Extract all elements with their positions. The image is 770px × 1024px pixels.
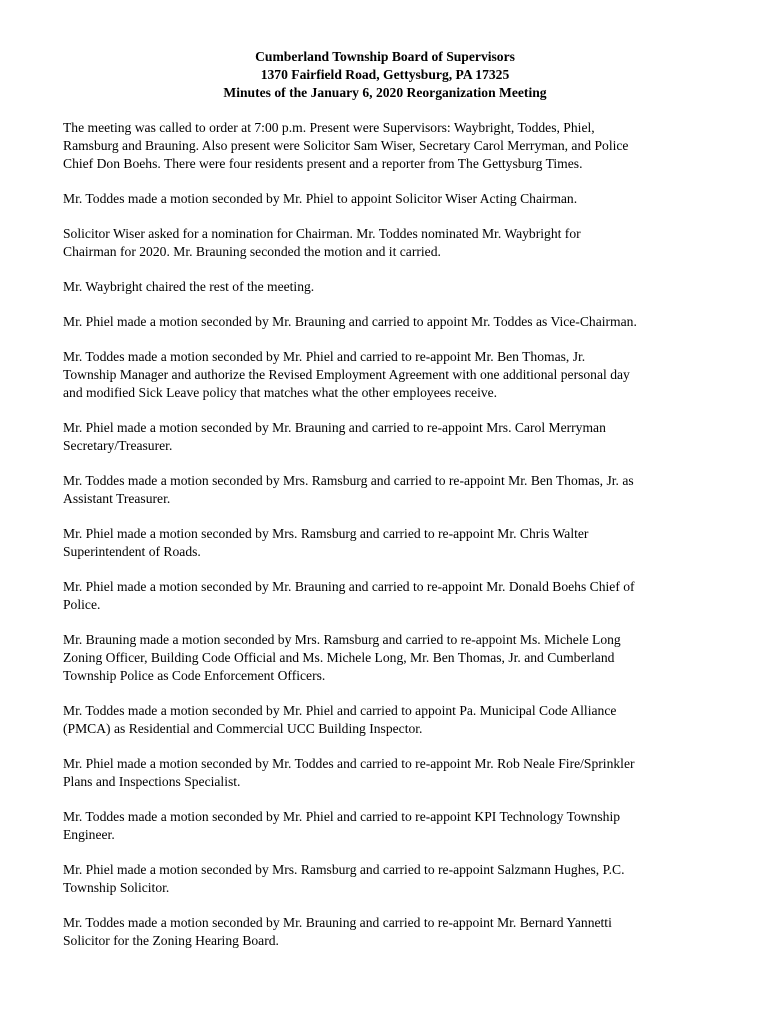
- paragraph-line: Mr. Waybright chaired the rest of the meeting.: [63, 279, 315, 294]
- paragraph-line: Mr. Toddes made a motion seconded by Mr. Phiel and carried to re-appoint Mr. Ben Thomas, Jr.: [63, 349, 586, 364]
- minutes-paragraph: [63, 472, 723, 508]
- paragraph-line: Township Solicitor.: [63, 880, 170, 895]
- paragraph-line: Superintendent of Roads.: [63, 544, 201, 559]
- paragraph-line: Mr. Toddes made a motion seconded by Mr. Brauning and carried to re-appoint Mr. Bernard Yannetti: [63, 915, 612, 930]
- paragraph-line: Solicitor Wiser asked for a nomination for Chairman. Mr. Toddes nominated Mr. Waybright for: [63, 226, 581, 241]
- minutes-paragraph: [63, 525, 723, 561]
- minutes-paragraph: [63, 808, 723, 844]
- paragraph-line: Mr. Phiel made a motion seconded by Mr. Brauning and carried to re-appoint Mrs. Carol Merryman: [63, 420, 606, 435]
- minutes-paragraph: [63, 578, 723, 614]
- paragraph-line: Mr. Toddes made a motion seconded by Mr. Phiel to appoint Solicitor Wiser Acting Chairman.: [63, 191, 578, 206]
- paragraph-line: The meeting was called to order at 7:00 p.m. Present were Supervisors: Waybright, Toddes, Phiel,: [63, 120, 595, 135]
- minutes-paragraph: [63, 914, 723, 950]
- meeting-title: Minutes of the January 6, 2020 Reorganization Meeting: [223, 85, 547, 100]
- paragraph-line: Mr. Toddes made a motion seconded by Mr. Phiel and carried to appoint Pa. Municipal Code Alliance: [63, 703, 617, 718]
- township-board-title: Cumberland Township Board of Supervisors: [255, 49, 515, 64]
- paragraph-line: Mr. Phiel made a motion seconded by Mr. Brauning and carried to appoint Mr. Toddes as Vice-Chairman.: [63, 314, 637, 329]
- paragraph-line: Secretary/Treasurer.: [63, 438, 173, 453]
- paragraph-line: Mr. Brauning made a motion seconded by Mrs. Ramsburg and carried to re-appoint Ms. Michele Long: [63, 632, 621, 647]
- paragraph-line: Plans and Inspections Specialist.: [63, 774, 241, 789]
- minutes-paragraph: [63, 861, 723, 897]
- minutes-paragraph: [63, 419, 723, 455]
- minutes-paragraph: [63, 313, 723, 331]
- paragraph-line: Mr. Phiel made a motion seconded by Mrs. Ramsburg and carried to re-appoint Mr. Chris Walter: [63, 526, 589, 541]
- paragraph-line: Engineer.: [63, 827, 115, 842]
- paragraph-line: Police.: [63, 597, 101, 612]
- minutes-paragraph: [63, 278, 723, 296]
- paragraph-line: Township Manager and authorize the Revised Employment Agreement with one additional personal day: [63, 367, 630, 382]
- document-header: [0, 48, 770, 102]
- paragraph-line: Assistant Treasurer.: [63, 491, 171, 506]
- paragraph-line: Solicitor for the Zoning Hearing Board.: [63, 933, 279, 948]
- paragraph-line: Mr. Phiel made a motion seconded by Mrs. Ramsburg and carried to re-appoint Salzmann Hughes, P.C.: [63, 862, 625, 877]
- township-address: 1370 Fairfield Road, Gettysburg, PA 17325: [260, 67, 510, 82]
- minutes-paragraph: [63, 225, 723, 261]
- paragraph-line: and modified Sick Leave policy that matches what the other employees receive.: [63, 385, 498, 400]
- paragraph-line: Ramsburg and Brauning. Also present were Solicitor Sam Wiser, Secretary Carol Merryman, and Police: [63, 138, 629, 153]
- minutes-paragraph: [63, 755, 723, 791]
- paragraph-line: Mr. Phiel made a motion seconded by Mr. Brauning and carried to re-appoint Mr. Donald Boehs Chief of: [63, 579, 635, 594]
- paragraph-line: Township Police as Code Enforcement Officers.: [63, 668, 326, 683]
- paragraph-line: Chief Don Boehs. There were four residents present and a reporter from The Gettysburg Times.: [63, 156, 583, 171]
- minutes-paragraph: [63, 702, 723, 738]
- paragraph-line: Zoning Officer, Building Code Official and Ms. Michele Long, Mr. Ben Thomas, Jr. and Cumberland: [63, 650, 615, 665]
- paragraph-line: Mr. Toddes made a motion seconded by Mr. Phiel and carried to re-appoint KPI Technology Township: [63, 809, 621, 824]
- minutes-body: [63, 119, 723, 967]
- paragraph-line: Chairman for 2020. Mr. Brauning seconded the motion and it carried.: [63, 244, 441, 259]
- minutes-paragraph: [63, 348, 723, 402]
- paragraph-line: (PMCA) as Residential and Commercial UCC Building Inspector.: [63, 721, 423, 736]
- paragraph-line: Mr. Phiel made a motion seconded by Mr. Toddes and carried to re-appoint Mr. Rob Neale Fire/Sprinkler: [63, 756, 635, 771]
- paragraph-line: Mr. Toddes made a motion seconded by Mrs. Ramsburg and carried to re-appoint Mr. Ben Thomas, Jr. as: [63, 473, 634, 488]
- minutes-paragraph: [63, 631, 723, 685]
- minutes-paragraph: [63, 119, 723, 173]
- minutes-paragraph: [63, 190, 723, 208]
